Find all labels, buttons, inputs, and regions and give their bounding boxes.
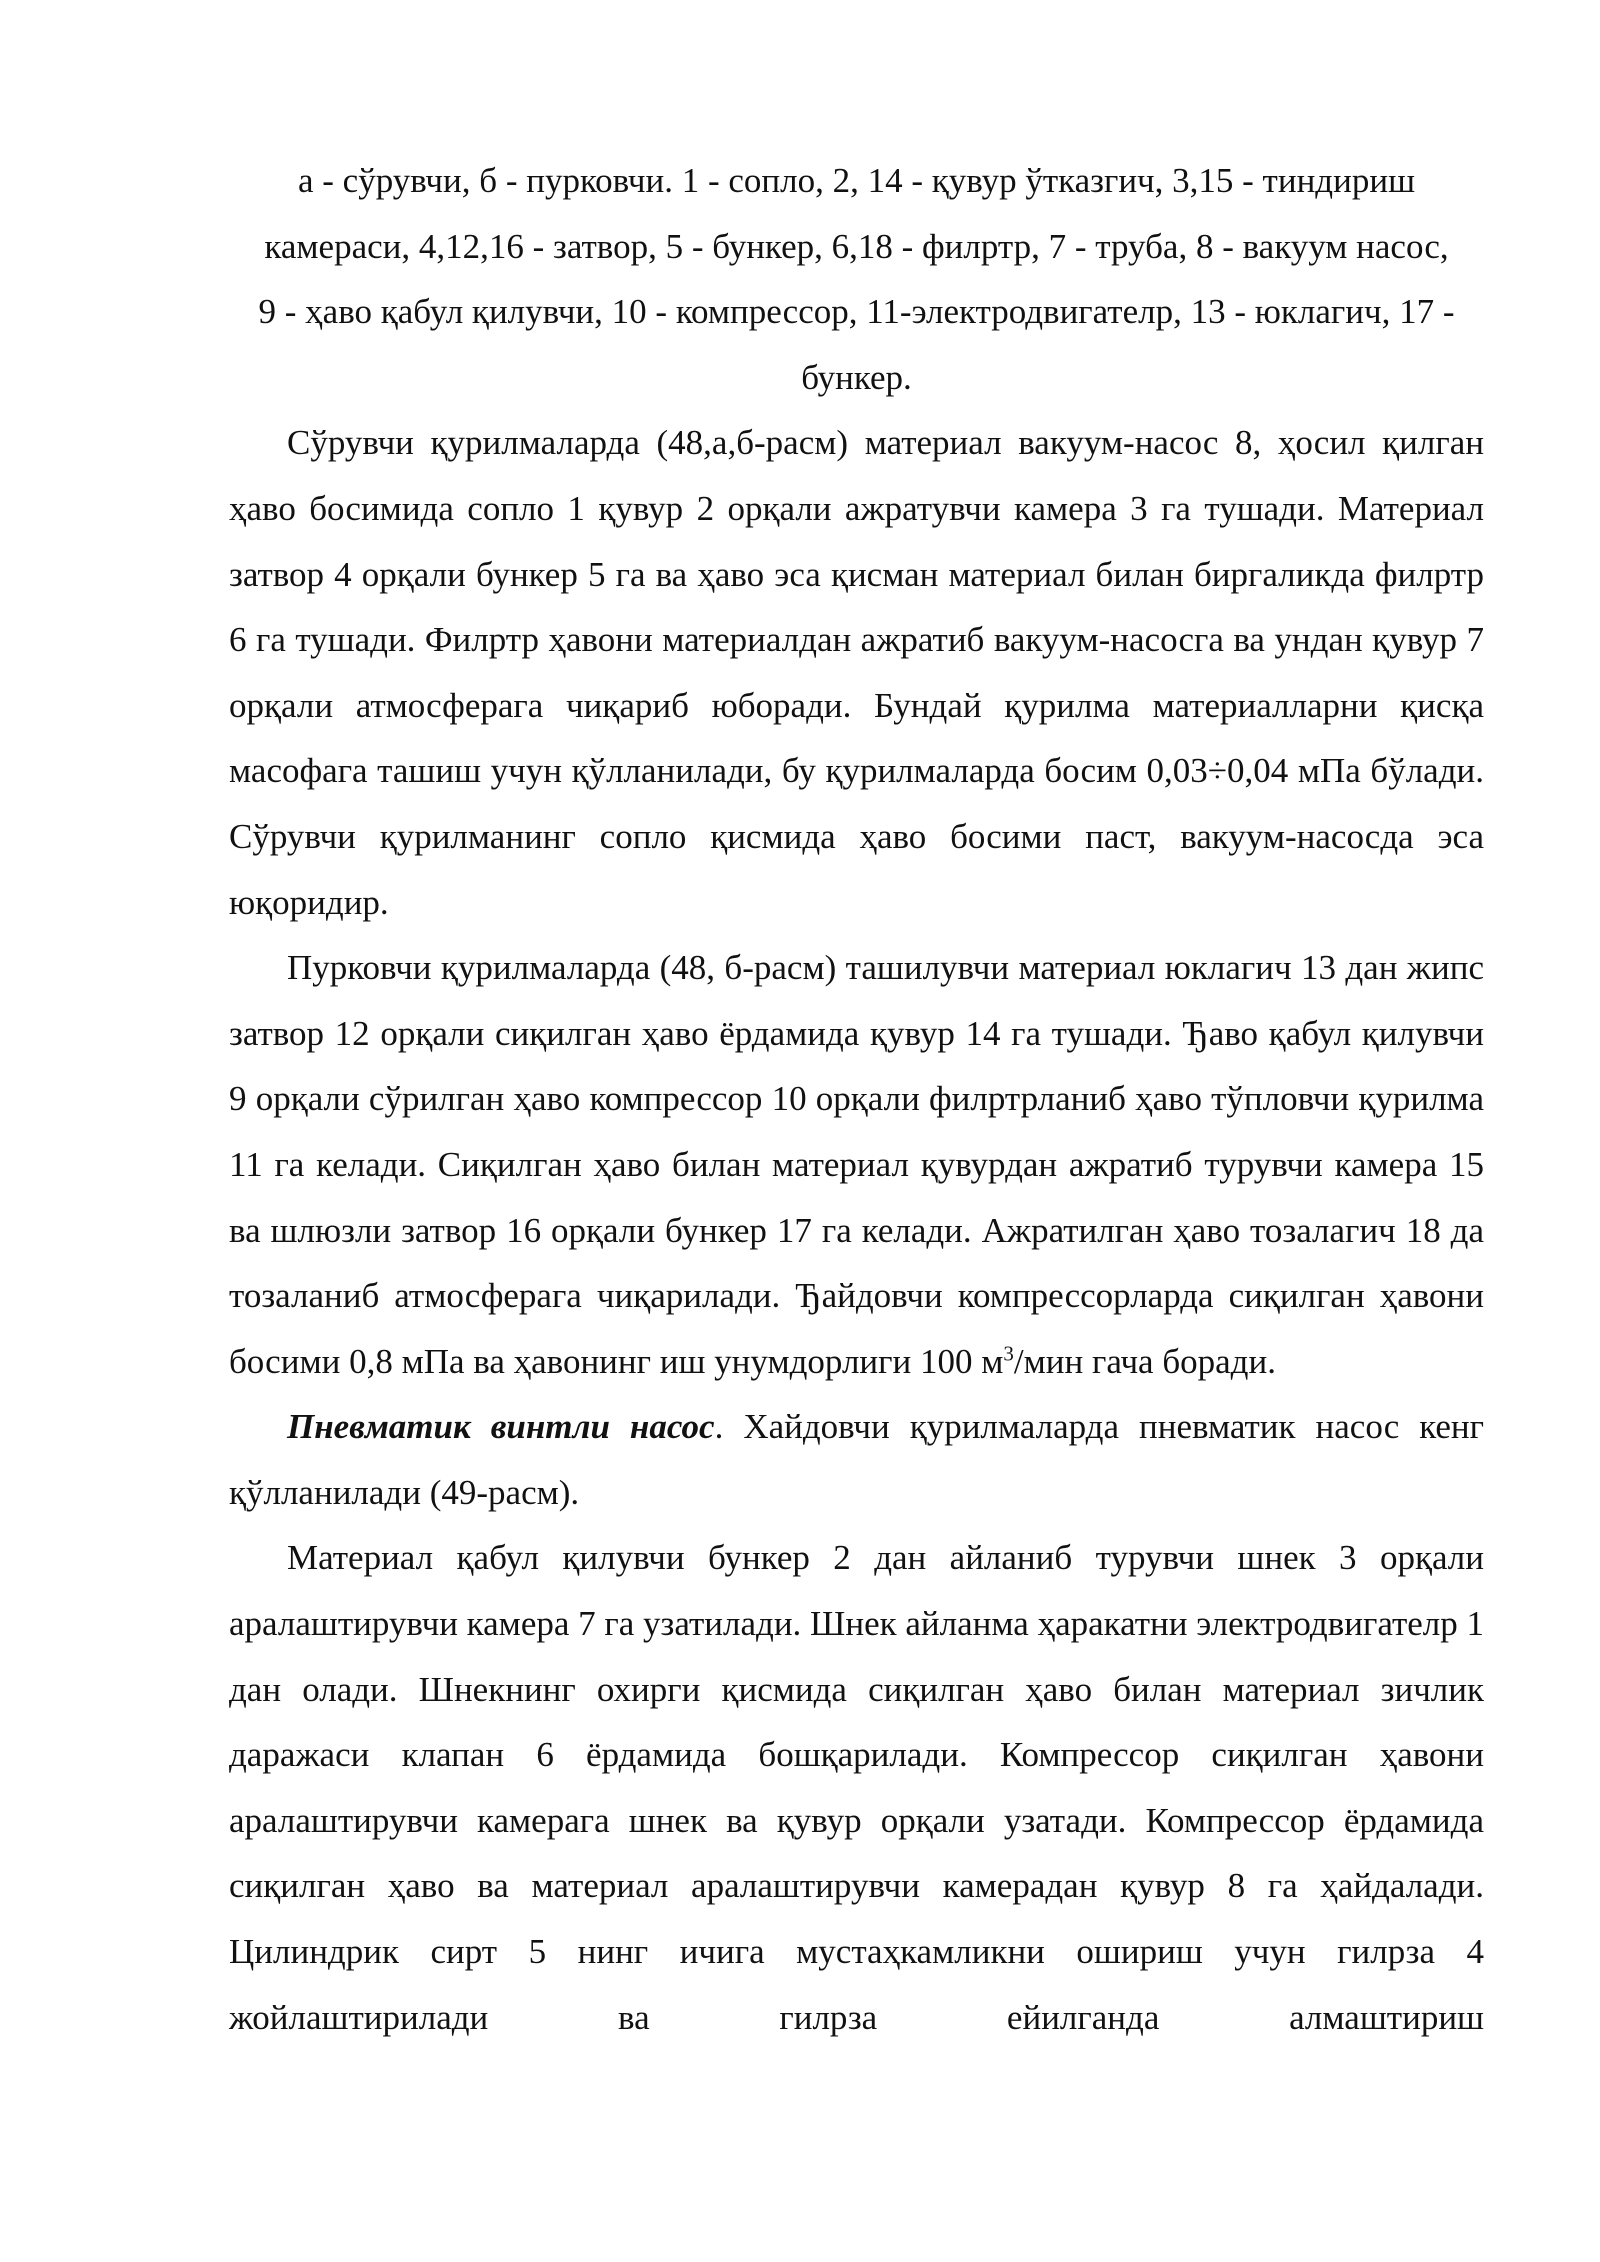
figure-caption: а - сўрувчи, б - пурковчи. 1 - сопло, 2, 14 - қувур ўтказгич, 3,15 - тиндириш камераси, 4,12,16 - затвор, 5 - бункер, 6,18 - филртр, 7 - труба, 8 - вакуум насос, 9 - ҳаво қабул қилувчи, 10 - компрессор, 11-электродвигателр, 13 - юклагич, 17 - бункер. — [258, 161, 1455, 397]
paragraph-pneumatic-screw-pump-text: . Хайдовчи қурилмаларда пневматик насос кенг қўлланилади (49-расм). — [229, 1407, 1484, 1512]
paragraph-blowing-devices — [229, 935, 1484, 1394]
paragraph-material-feed: Материал қабул қилувчи бункер 2 дан айланиб турувчи шнек 3 орқали аралаштирувчи камера 7 га узатилади. Шнек айланма ҳаракатни электродвигателр 1 дан олади. Шнекнинг охирги қисмида сиқилган ҳаво билан материал зичлик даражаси клапан 6 ёрдамида бошқарилади. Компрессор сиқилган ҳавони аралаштирувчи камерага шнек ва қувур орқали узатади. Компрессор ёрдамида сиқилган ҳаво ва материал аралаштирувчи камерадан қувур 8 га ҳайдалади. Цилиндрик сирт 5 нинг ичига мустаҳкамликни ошириш учун гилрза 4 жойлаштирилади ва гилрза ейилганда алмаштириш — [229, 1538, 1484, 2037]
paragraph-blowing-devices-tail: /мин гача боради. — [1013, 1341, 1276, 1381]
paragraph-suction-devices: Сўрувчи қурилмаларда (48,а,б-расм) материал вакуум-насос 8, ҳосил қилган ҳаво босимида сопло 1 қувур 2 орқали ажратувчи камера 3 га тушади. Материал затвор 4 орқали бункер 5 га ва ҳаво эса қисман материал билан биргаликда филртр 6 га тушади. Филртр ҳавони материалдан ажратиб вакуум-насосга ва ундан қувур 7 орқали атмосферага чиқариб юборади. Бундай қурилма материалларни қисқа масофага ташиш учун қўлланилади, бу қурилмаларда босим 0,03÷0,04 мПа бўлади. Сўрувчи қурилманинг сопло қисмида ҳаво босими паст, вакуум-насосда эса юқоридир. — [229, 423, 1484, 922]
section-heading-pneumatic-screw-pump: Пневматик винтли насос — [287, 1407, 715, 1447]
paragraph-blowing-devices-text: Пурковчи қурилмаларда (48, б-расм) ташилувчи материал юклагич 13 дан жипс затвор 12 орқали сиқилган ҳаво ёрдамида қувур 14 га тушади. Ђаво қабул қилувчи 9 орқали сўрилган ҳаво компрессор 10 орқали филртрланиб ҳаво тўпловчи қурилма 11 га келади. Сиқилган ҳаво билан материал қувурдан ажратиб турувчи камера 15 ва шлюзли затвор 16 орқали бункер 17 га келади. Ажратилган ҳаво тозалагич 18 да тозаланиб атмосферага чиқарилади. Ђайдовчи компрессорларда сиқилган ҳавони босими 0,8 мПа ва ҳавонинг иш унумдорлиги 100 м — [229, 948, 1484, 1381]
paragraph-pneumatic-screw-pump — [229, 1394, 1484, 1525]
document-page — [229, 148, 1484, 2050]
cubic-exponent: 3 — [1003, 1341, 1014, 1366]
